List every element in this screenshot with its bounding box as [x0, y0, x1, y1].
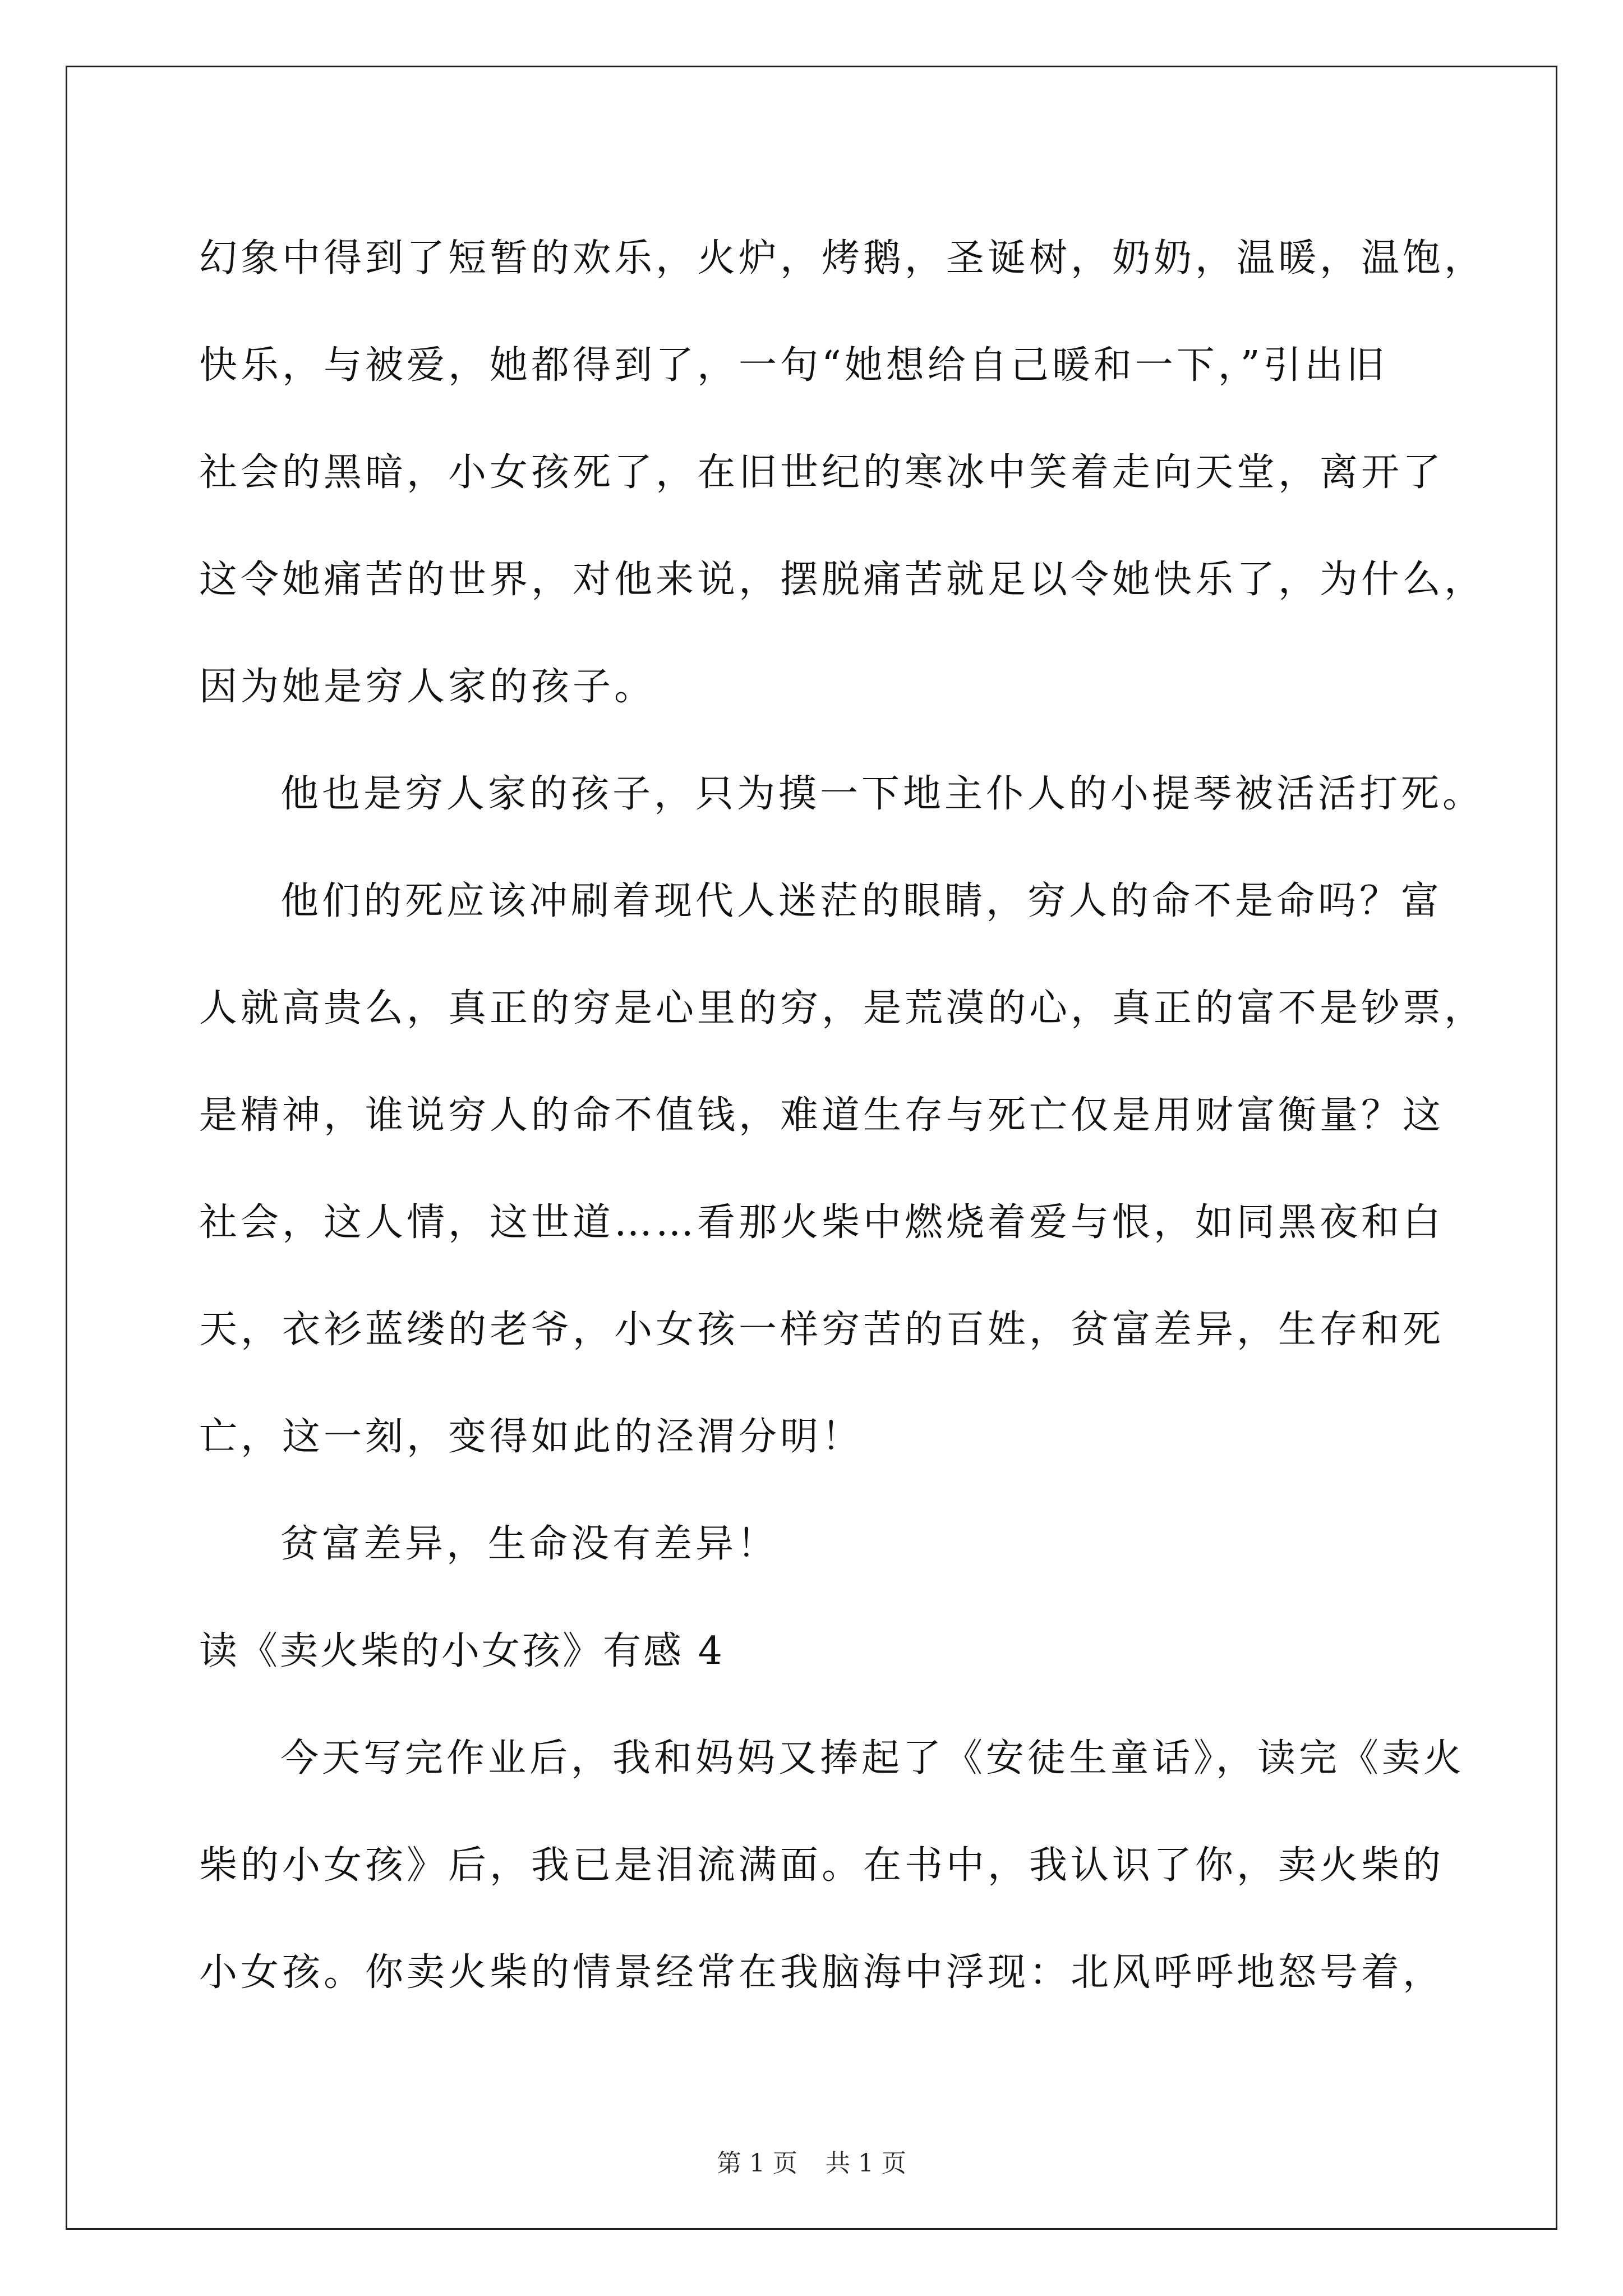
page-number-current: 第 1 页 [717, 2149, 797, 2178]
paragraph-line: 亡，这一刻，变得如此的泾渭分明！ [199, 1415, 864, 1459]
page-number-total: 共 1 页 [826, 2149, 906, 2178]
paragraph-line: 人就高贵么，真正的穷是心里的穷，是荒漠的心，真正的富不是钞票， [199, 986, 1486, 1030]
paragraph-line: 快乐，与被爱，她都得到了，一句“她想给自己暖和一下，”引出旧 [199, 343, 1388, 388]
paragraph-line: 他也是穷人家的孩子，只为摸一下地主仆人的小提琴被活活打死。 [280, 772, 1484, 816]
paragraph-line: 他们的死应该冲刷着现代人迷茫的眼睛，穷人的命不是命吗？富 [280, 879, 1443, 923]
paragraph-line: 贫富差异，生命没有差异！ [280, 1522, 779, 1566]
paragraph-line: 这令她痛苦的世界，对他来说，摆脱痛苦就足以令她快乐了，为什么， [199, 558, 1486, 602]
paragraph-line: 是精神，谁说穷人的命不值钱，难道生存与死亡仅是用财富衡量？这 [199, 1093, 1445, 1138]
paragraph-line: 小女孩。你卖火柴的情景经常在我脑海中浮现：北风呼呼地怒号着， [199, 1950, 1445, 1995]
paragraph-line: 幻象中得到了短暂的欢乐，火炉，烤鹅，圣诞树，奶奶，温暖，温饱， [199, 236, 1486, 280]
paragraph-line: 天，衣衫蓝缕的老爷，小女孩一样穷苦的百姓，贫富差异，生存和死 [199, 1308, 1445, 1352]
section-heading: 读《卖火柴的小女孩》有感 4 [199, 1629, 725, 1673]
page-footer [0, 2143, 1623, 2179]
paragraph-line: 社会的黑暗，小女孩死了，在旧世纪的寒冰中笑着走向天堂，离开了 [199, 450, 1445, 495]
paragraph-line: 因为她是穷人家的孩子。 [199, 665, 656, 709]
paragraph-line: 今天写完作业后，我和妈妈又捧起了《安徒生童话》，读完《卖火 [280, 1736, 1465, 1780]
paragraph-line: 社会，这人情，这世道……看那火柴中燃烧着爱与恨，如同黑夜和白 [199, 1200, 1445, 1245]
paragraph-line: 柴的小女孩》后，我已是泪流满面。在书中，我认识了你，卖火柴的 [199, 1843, 1445, 1888]
document-body [199, 205, 1486, 2026]
